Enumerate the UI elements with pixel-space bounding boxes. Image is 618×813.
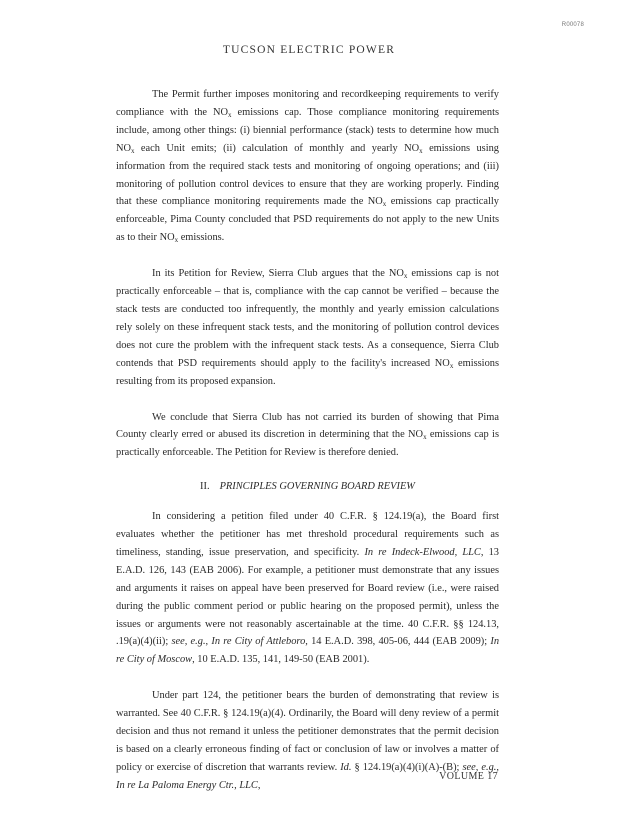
section-title: PRINCIPLES GOVERNING BOARD REVIEW [219,481,415,493]
nox-subscript: x [131,146,135,155]
running-head: TUCSON ELECTRIC POWER [222,44,396,56]
nox-subscript: x [423,433,427,442]
page-id: R00078 [561,22,584,28]
paragraph-conclusion: We conclude that Sierra Club has not carried its burden of showing that Pima County clearly erred or abused its discretion in determining that the $NO_x$ emissions cap is practically enforceable. The Petition for Review is therefore denied. [116,411,499,459]
signal-phrase: see, e.g. [462,761,497,773]
case-citation: In re City of Moscow [116,636,500,666]
signal-phrase: see, e.g. [171,636,206,648]
volume-folio: VOLUME 17 [439,771,498,782]
case-citation: In re Indeck-Elwood, LLC [364,546,481,558]
nox-subscript: x [449,361,454,370]
nox-subscript: x [403,272,408,281]
signal-phrase: Id. [340,761,352,773]
document-body [116,86,499,813]
nox-subscript: x [382,200,387,209]
paragraph-threshold-requirements: In considering a petition filed under 40 C.F.R. § 124.19(a), the Board first evaluates whether the petitioner has met threshold procedural requirements such as timeliness, standing, issue preservation, and specificity. In re Indeck-Elwood, LLC, 13 E.A.D. 126, 143 (EAB 2006). For example, a petitioner must demonstrate that any issues and arguments it raises on appeal have been preserved for Board review (i.e., were raised during the public comment period or public hearing on the proposed permit), unless the issues or arguments were not reasonably ascertainable at the time. 40 C.F.R. §§ 124.13, .19(a)(4)(ii); see, e.g., In re City of Attleboro, 14 E.A.D. 398, 405-06, 444 (EAB 2009); In re City of Moscow, 10 E.A.D. 135, 141, 149-50 (EAB 2001). [116,511,500,666]
case-citation: In re City of Attleboro [211,636,306,648]
nox-subscript: x [228,110,232,119]
nox-subscript: x [174,236,179,245]
case-citation: In re La Paloma Energy Ctr., LLC [116,779,258,791]
paragraph-burden-of-proof: Under part 124, the petitioner bears the burden of demonstrating that review is warranted. See 40 C.F.R. § 124.19(a)(4). Ordinarily, the Board will deny review of a permit decision and thus not remand it unless the petitioner demonstrates that the permit decision is based on a clearly erroneous finding of fact or conclusion of law or involves a matter of policy or exercise of discretion that warrants review. Id. § 124.19(a)(4)(i)(A)-(B); see, e.g., In re La Paloma Energy Ctr., LLC, [116,690,500,791]
nox-subscript: x [419,146,423,155]
section-heading [116,478,499,496]
paragraph-sierra-club-argument: In its Petition for Review, Sierra Club argues that the $NO_x$ emissions cap is not practically enforceable – that is, compliance with the cap cannot be verified – because the stack tests are conducted too infrequently, the monthly and yearly emission calculations rely solely on these infrequent stack tests, and the monitoring of pollution control devices does not cure the problem with the infrequent stack tests. As a consequence, Sierra Club contends that PSD requirements should apply to the facility's increased $NO_x$ emissions resulting from its proposed expansion. [116,268,500,387]
section-number: II. [200,481,210,493]
paragraph-monitoring-requirements: The Permit further imposes monitoring and recordkeeping requirements to verify compliance with the $NO_x$ emissions cap. Those compliance monitoring requirements include, among other things: (i) biennial performance (stack) tests to determine how much $NO_x$ each Unit emits; (ii) calculation of monthly and yearly $NO_x$ emissions using information from the required stack tests and monitoring of ongoing operations; and (iii) monitoring of pollution control devices to ensure that they are working properly. Finding that these compliance monitoring requirements made the $NO_x$ emissions cap practically enforceable, Pima County concluded that PSD requirements do not apply to the new Units as to their $NO_x$ emissions. [116,89,500,245]
